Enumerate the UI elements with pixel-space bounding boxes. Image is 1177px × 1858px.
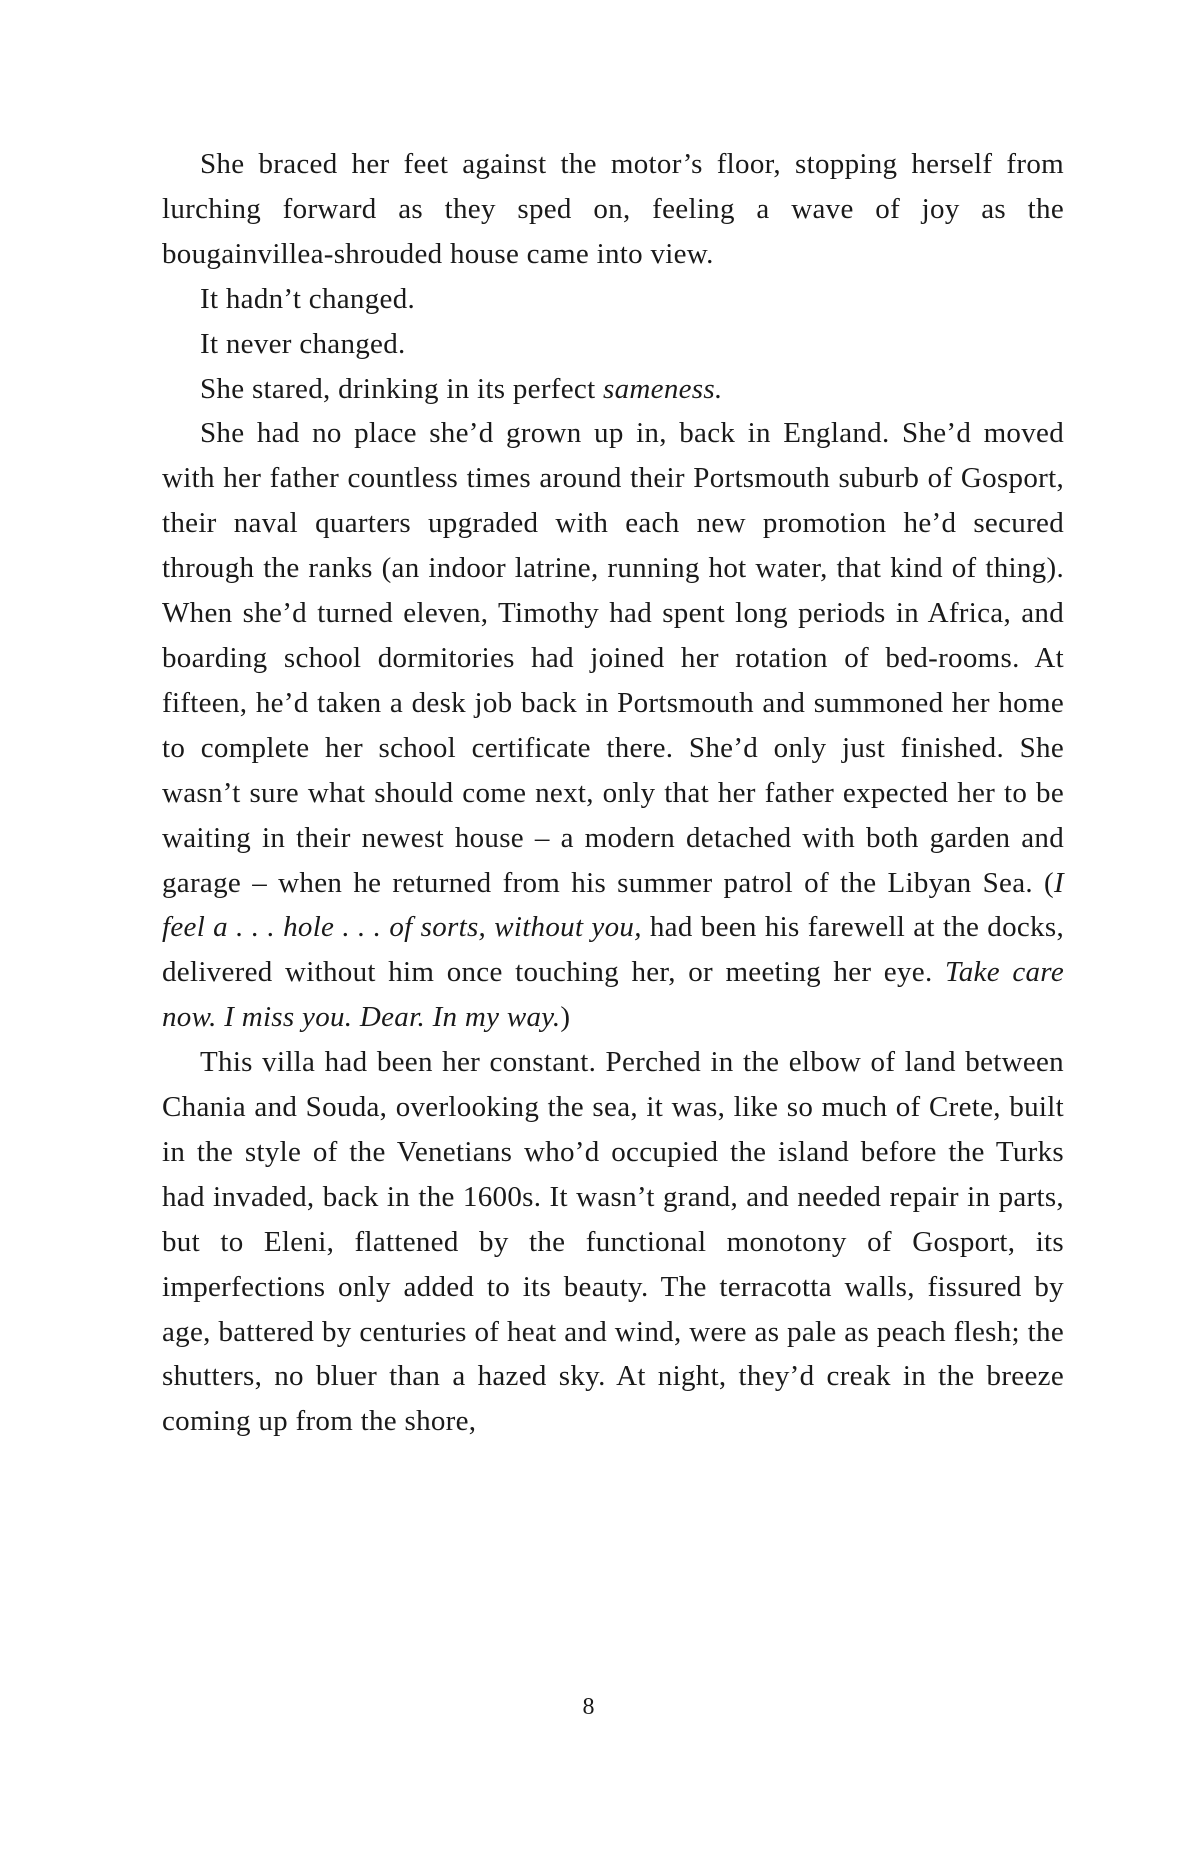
- text-segment: She braced her feet against the motor’s floor, stopping herself from lurching forward as they sped on, feeling a wave of joy as the bougainvillea-shrouded house came into view.: [162, 148, 1064, 270]
- page-number: 8: [582, 1694, 595, 1720]
- paragraph: [162, 411, 1064, 1040]
- text-segment: It hadn’t changed.: [200, 282, 416, 315]
- italic-segment: I feel a . . . hole . . . of sorts, without you,: [162, 866, 1064, 944]
- text-segment: It never changed.: [200, 327, 406, 360]
- paragraph: [162, 277, 1064, 322]
- paragraph: [162, 1040, 1064, 1444]
- paragraph: [162, 367, 1064, 412]
- text-segment: This villa had been her constant. Perched in the elbow of land between Chania and Souda, overlooking the sea, it was, like so much of Crete, built in the style of the Venetians who’d occupied the island before the Turks had invaded, back in the 1600s. It wasn’t grand, and needed repair in parts, but to Eleni, flattened by the functional monotony of Gosport, its imperfections only added to its beauty. The terracotta walls, fissured by age, battered by centuries of heat and wind, were as pale as peach flesh; the shutters, no bluer than a hazed sky. At night, they’d creak in the breeze coming up from the shore,: [162, 1046, 1064, 1438]
- paragraph: [162, 322, 1064, 367]
- italic-segment: Take care now. I miss you. Dear. In my way.: [162, 956, 1064, 1034]
- text-segment: ): [560, 1001, 571, 1034]
- text-segment: had been his farewell at the docks, delivered without him once touching her, or meeting her eye.: [162, 911, 1064, 989]
- paragraph: [162, 142, 1064, 277]
- text-segment: She had no place she’d grown up in, back in England. She’d moved with her father countless times around their Portsmouth suburb of Gosport, their naval quarters upgraded with each new promotion he’d secured through the ranks (an indoor latrine, running hot water, that kind of thing). When she’d turned eleven, Timothy had spent long periods in Africa, and boarding school dormitories had joined her rotation of bed-rooms. At fifteen, he’d taken a desk job back in Portsmouth and summoned her home to complete her school certificate there. She’d only just finished. She wasn’t sure what should come next, only that her father expected her to be waiting in their newest house – a modern detached with both garden and garage – when he returned from his summer patrol of the Libyan Sea. (: [162, 417, 1064, 899]
- body-text: [162, 142, 1064, 1444]
- text-segment: She stared, drinking in its perfect: [200, 372, 604, 405]
- italic-segment: sameness.: [603, 372, 723, 405]
